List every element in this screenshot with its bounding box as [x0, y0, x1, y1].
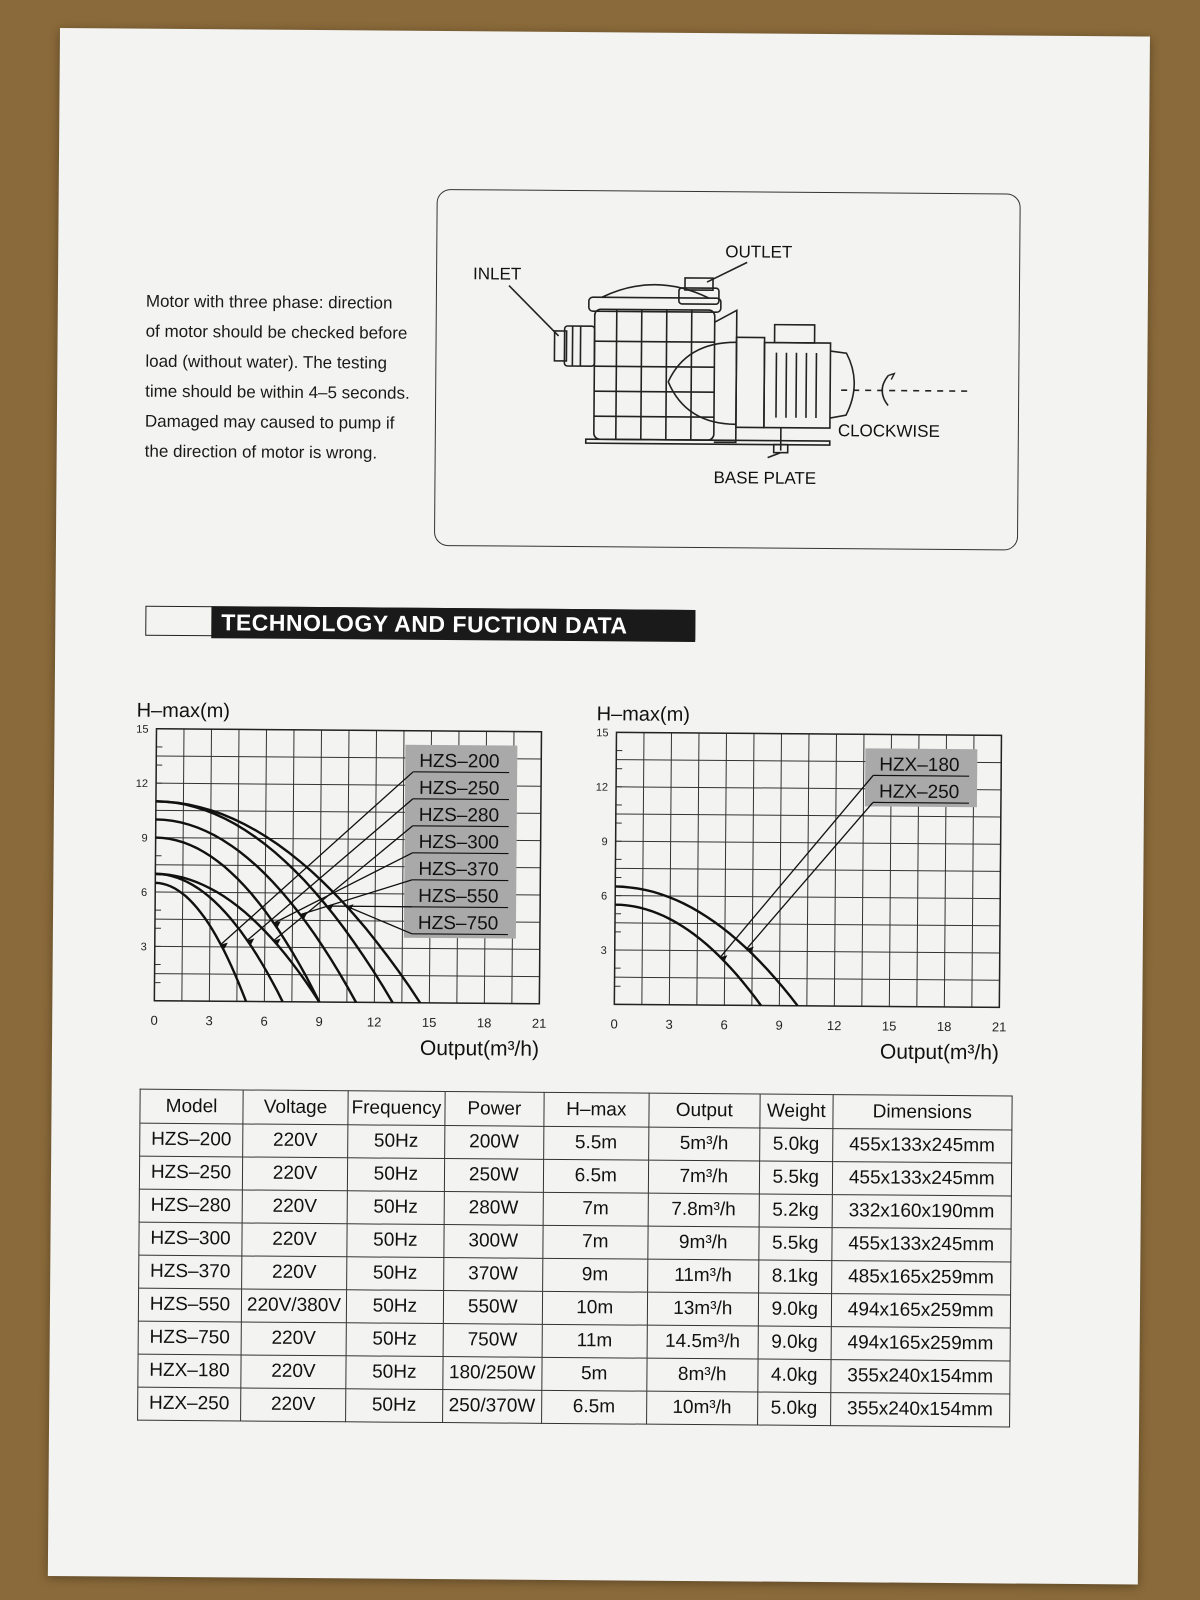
note-line: load (without water). The testing: [145, 351, 388, 373]
table-cell: 455x133x245mm: [832, 1129, 1011, 1163]
x-tick-label: 6: [720, 1017, 728, 1033]
note-line: time should be within 4–5 seconds.: [145, 381, 410, 403]
table-cell: 220V: [241, 1388, 346, 1422]
table-cell: 10m³/h: [646, 1391, 757, 1425]
chart-ylabel: H–max(m): [136, 699, 231, 723]
col-header-voltage: Voltage: [243, 1090, 348, 1125]
table-cell: 4.0kg: [758, 1359, 831, 1393]
table-cell: 220V: [241, 1355, 346, 1389]
table-cell: 5.0kg: [759, 1128, 832, 1162]
table-cell: 50Hz: [346, 1290, 443, 1324]
y-tick-label: 6: [601, 890, 608, 903]
table-cell: 355x240x154mm: [831, 1360, 1010, 1394]
table-cell: 8.1kg: [758, 1260, 831, 1294]
chart-ylabel: H–max(m): [596, 703, 691, 726]
table-cell: 220V: [242, 1190, 347, 1224]
x-tick-label: 21: [531, 1015, 547, 1031]
motor-direction-note: [145, 287, 446, 469]
y-tick-label: 9: [141, 832, 148, 845]
table-cell: 220V/380V: [241, 1289, 346, 1323]
x-tick-label: 9: [775, 1017, 783, 1033]
chart-xlabel: Output(m³/h): [879, 1040, 1000, 1065]
table-cell: 8m³/h: [647, 1358, 758, 1392]
table-cell: 7m: [543, 1225, 648, 1259]
note-line: Motor with three phase: direction: [145, 291, 393, 313]
x-tick-label: 3: [665, 1016, 673, 1032]
x-tick-label: 18: [476, 1015, 492, 1031]
y-tick-label: 15: [596, 727, 609, 740]
table-cell: 14.5m³/h: [647, 1325, 758, 1359]
y-tick-label: 3: [140, 941, 147, 954]
col-header-hmax: H–max: [544, 1092, 649, 1127]
series-curve: [154, 801, 421, 1003]
table-row: [138, 1387, 1010, 1427]
table-cell: 5.5m: [543, 1126, 648, 1160]
col-header-dimensions: Dimensions: [833, 1095, 1012, 1130]
table-cell: 455x133x245mm: [832, 1228, 1011, 1262]
y-tick-label: 15: [136, 723, 149, 736]
x-tick-label: 9: [315, 1014, 323, 1030]
table-cell: HZS–280: [139, 1189, 242, 1223]
table-cell: 250W: [444, 1159, 543, 1193]
inlet-label: INLET: [473, 264, 522, 284]
manual-page: [48, 28, 1150, 1585]
table-cell: 220V: [241, 1322, 346, 1356]
table-cell: 750W: [443, 1324, 542, 1358]
table-cell: HZX–180: [138, 1354, 241, 1388]
table-cell: 10m: [542, 1291, 647, 1325]
table-cell: HZS–200: [140, 1123, 243, 1157]
y-tick-label: 12: [135, 778, 149, 791]
table-cell: 7.8m³/h: [648, 1193, 759, 1227]
legend-entry: HZS–550: [418, 885, 499, 908]
table-cell: HZX–250: [138, 1387, 241, 1421]
legend-leader: [274, 825, 413, 942]
section-heading: [145, 606, 695, 642]
table-cell: 9m³/h: [648, 1226, 759, 1260]
table-cell: HZS–300: [139, 1222, 242, 1256]
x-tick-label: 21: [991, 1019, 1007, 1035]
hzs-performance-chart: [132, 669, 565, 1061]
table-cell: 9.0kg: [758, 1293, 831, 1327]
legend-leader: [747, 801, 873, 949]
hzx-performance-chart: [592, 672, 1025, 1065]
table-cell: 50Hz: [347, 1257, 444, 1291]
table-cell: 50Hz: [348, 1125, 445, 1159]
table-cell: 220V: [242, 1223, 347, 1257]
table-cell: HZS–370: [139, 1255, 242, 1289]
table-cell: 50Hz: [347, 1224, 444, 1258]
table-cell: 7m³/h: [648, 1160, 759, 1194]
col-header-weight: Weight: [760, 1094, 833, 1129]
legend-entry: HZX–250: [878, 781, 960, 804]
table-cell: 50Hz: [347, 1158, 444, 1192]
table-cell: 5m: [542, 1357, 647, 1391]
table-cell: HZS–250: [139, 1156, 242, 1190]
x-tick-label: 6: [260, 1013, 268, 1029]
table-cell: 370W: [443, 1258, 542, 1292]
note-line: of motor should be checked before: [145, 321, 408, 343]
legend-leader: [327, 906, 412, 907]
table-cell: 332x160x190mm: [832, 1195, 1011, 1229]
x-tick-label: 15: [421, 1014, 437, 1030]
table-cell: 11m: [542, 1324, 647, 1358]
legend-entry: HZS–250: [418, 777, 500, 800]
y-tick-label: 6: [141, 886, 148, 899]
section-title: TECHNOLOGY AND FUCTION DATA: [211, 606, 695, 642]
table-cell: 11m³/h: [647, 1259, 758, 1293]
x-tick-label: 12: [826, 1018, 842, 1034]
table-cell: 550W: [443, 1291, 542, 1325]
table-cell: 50Hz: [346, 1323, 443, 1357]
table-cell: 5.2kg: [759, 1194, 832, 1228]
x-tick-label: 12: [366, 1014, 382, 1030]
col-header-model: Model: [140, 1089, 243, 1124]
legend-entry: HZS–370: [418, 858, 499, 881]
table-cell: 50Hz: [346, 1356, 443, 1390]
legend-entry: HZS–750: [417, 912, 499, 935]
table-cell: 6.5m: [541, 1390, 646, 1424]
legend-entry: HZS–300: [418, 831, 499, 854]
chart-xlabel: Output(m³/h): [419, 1036, 540, 1061]
clockwise-label: CLOCKWISE: [837, 421, 940, 441]
table-cell: 13m³/h: [647, 1292, 758, 1326]
table-cell: 5m³/h: [648, 1127, 759, 1161]
col-header-frequency: Frequency: [348, 1091, 445, 1126]
legend-leader: [720, 774, 873, 958]
y-tick-label: 12: [595, 781, 609, 794]
legend-entry: HZX–180: [879, 754, 960, 777]
table-cell: 6.5m: [543, 1159, 648, 1193]
table-cell: 5.5kg: [759, 1161, 832, 1195]
legend-leader: [274, 852, 413, 924]
note-line: the direction of motor is wrong.: [144, 441, 378, 463]
legend-entry: HZS–280: [418, 804, 500, 827]
y-tick-label: 9: [601, 836, 608, 849]
y-tick-label: 3: [600, 944, 607, 957]
spec-table: [137, 1089, 1012, 1428]
col-header-output: Output: [649, 1093, 760, 1128]
table-cell: 300W: [444, 1225, 543, 1259]
x-tick-label: 0: [150, 1012, 158, 1028]
x-tick-label: 18: [936, 1018, 952, 1035]
outlet-label: OUTLET: [725, 242, 793, 262]
table-cell: 494x165x259mm: [831, 1327, 1010, 1361]
table-cell: 50Hz: [346, 1389, 443, 1423]
table-cell: 200W: [444, 1126, 543, 1160]
base-plate-label: BASE PLATE: [713, 468, 817, 488]
table-cell: 5.5kg: [759, 1227, 832, 1261]
series-curve: [154, 883, 247, 1002]
table-cell: HZS–550: [138, 1288, 241, 1322]
table-cell: 280W: [444, 1192, 543, 1226]
table-cell: 220V: [242, 1256, 347, 1290]
table-cell: 220V: [242, 1157, 347, 1191]
legend-entry: HZS–200: [419, 750, 500, 773]
table-cell: 180/250W: [443, 1357, 542, 1391]
table-cell: 9.0kg: [758, 1326, 831, 1360]
table-cell: 220V: [243, 1124, 348, 1158]
table-cell: 455x133x245mm: [832, 1162, 1011, 1196]
table-cell: 485x165x259mm: [831, 1261, 1010, 1295]
x-tick-label: 0: [610, 1016, 618, 1032]
table-cell: 355x240x154mm: [830, 1393, 1009, 1427]
table-cell: 50Hz: [347, 1191, 444, 1225]
pump-diagram: [434, 189, 1021, 551]
table-cell: 9m: [542, 1258, 647, 1292]
table-cell: 7m: [543, 1192, 648, 1226]
x-tick-label: 15: [881, 1018, 897, 1034]
note-line: Damaged may caused to pump if: [144, 411, 395, 433]
table-cell: 250/370W: [442, 1390, 541, 1424]
table-cell: HZS–750: [138, 1321, 241, 1355]
table-cell: 5.0kg: [757, 1392, 830, 1426]
table-cell: 494x165x259mm: [831, 1294, 1010, 1328]
col-header-power: Power: [445, 1092, 544, 1127]
x-tick-label: 3: [205, 1013, 213, 1029]
series-curve: [614, 905, 761, 1006]
